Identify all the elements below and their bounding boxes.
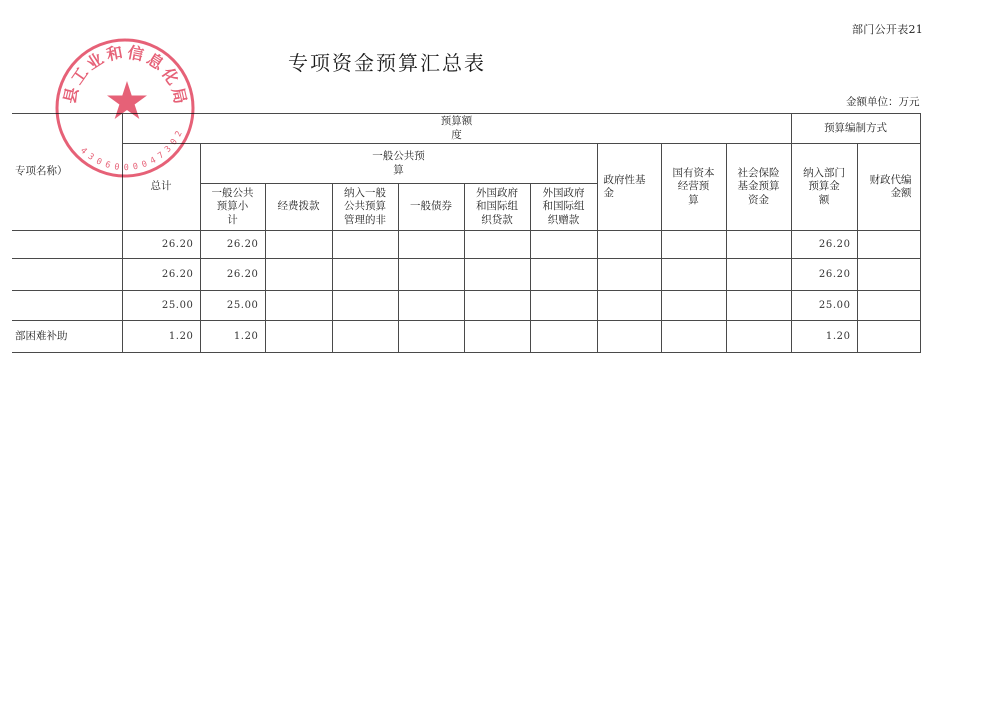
budget-summary-table <box>12 113 921 353</box>
header-gov-fund: 政府性基 金 <box>597 144 661 231</box>
cell-name <box>12 291 122 321</box>
cell-fiscal-compiled <box>857 321 920 353</box>
cell-fiscal-compiled <box>857 291 920 321</box>
header-project-name: 专项名称） <box>12 114 122 231</box>
cell-state-capital <box>661 259 726 291</box>
cell-general-bonds <box>398 321 464 353</box>
amount-unit: 金额单位：万元 <box>846 96 920 108</box>
cell-state-capital <box>661 231 726 259</box>
table-row <box>12 321 920 353</box>
header-dept-budget: 纳入部门 预算金 额 <box>791 144 857 231</box>
stamp-code-text: 4306000047302 <box>77 129 185 174</box>
cell-funding <box>265 259 332 291</box>
cell-name <box>12 259 122 291</box>
cell-state-capital <box>661 321 726 353</box>
cell-gov-fund <box>597 259 661 291</box>
cell-general-bonds <box>398 231 464 259</box>
cell-foreign-grants <box>530 231 597 259</box>
cell-non-tax <box>332 231 398 259</box>
cell-dept-budget: 26.20 <box>791 231 857 259</box>
stamp-arc-text: 县工业和信息化局 <box>59 42 191 106</box>
header-general-bonds: 一般债券 <box>398 184 464 231</box>
header-fiscal-compiled: 财政代编 金额 <box>857 144 920 231</box>
header-non-tax: 纳入一般 公共预算 管理的非 <box>332 184 398 231</box>
cell-foreign-grants <box>530 291 597 321</box>
cell-funding <box>265 231 332 259</box>
header-foreign-grants: 外国政府 和国际组 织赠款 <box>530 184 597 231</box>
header-compile-method: 预算编制方式 <box>791 114 920 144</box>
cell-general-bonds <box>398 259 464 291</box>
cell-social-insurance <box>726 259 791 291</box>
cell-non-tax <box>332 291 398 321</box>
cell-gp-subtotal: 1.20 <box>200 321 265 353</box>
cell-social-insurance <box>726 321 791 353</box>
cell-dept-budget: 25.00 <box>791 291 857 321</box>
cell-gp-subtotal: 25.00 <box>200 291 265 321</box>
cell-gov-fund <box>597 321 661 353</box>
cell-name <box>12 231 122 259</box>
cell-foreign-loans <box>464 231 530 259</box>
header-social-insurance: 社会保险 基金预算 资金 <box>726 144 791 231</box>
cell-total: 26.20 <box>122 231 200 259</box>
cell-foreign-grants <box>530 259 597 291</box>
cell-fiscal-compiled <box>857 259 920 291</box>
header-row-2 <box>12 144 920 184</box>
header-general-public-budget: 一般公共预 算 <box>200 144 597 184</box>
cell-total: 1.20 <box>122 321 200 353</box>
cell-non-tax <box>332 321 398 353</box>
cell-total: 25.00 <box>122 291 200 321</box>
cell-funding <box>265 321 332 353</box>
cell-fiscal-compiled <box>857 231 920 259</box>
header-budget-amount: 预算额 度 <box>122 114 791 144</box>
cell-gov-fund <box>597 291 661 321</box>
cell-social-insurance <box>726 291 791 321</box>
table-row <box>12 259 920 291</box>
cell-gp-subtotal: 26.20 <box>200 231 265 259</box>
cell-social-insurance <box>726 231 791 259</box>
page-title: 专项资金预算汇总表 <box>288 51 486 75</box>
header-foreign-loans: 外国政府 和国际组 织贷款 <box>464 184 530 231</box>
cell-foreign-loans <box>464 291 530 321</box>
header-gp-subtotal: 一般公共 预算小 计 <box>200 184 265 231</box>
cell-gp-subtotal: 26.20 <box>200 259 265 291</box>
cell-state-capital <box>661 291 726 321</box>
header-state-capital: 国有资本 经营预 算 <box>661 144 726 231</box>
cell-foreign-loans <box>464 321 530 353</box>
cell-foreign-loans <box>464 259 530 291</box>
cell-name: 部困难补助 <box>12 321 122 353</box>
table-row <box>12 231 920 259</box>
cell-dept-budget: 26.20 <box>791 259 857 291</box>
cell-funding <box>265 291 332 321</box>
cell-dept-budget: 1.20 <box>791 321 857 353</box>
header-row-1 <box>12 114 920 144</box>
cell-gov-fund <box>597 231 661 259</box>
cell-foreign-grants <box>530 321 597 353</box>
header-funding: 经费拨款 <box>265 184 332 231</box>
cell-non-tax <box>332 259 398 291</box>
table-row <box>12 291 920 321</box>
header-total: 总计 <box>122 144 200 231</box>
cell-general-bonds <box>398 291 464 321</box>
cell-total: 26.20 <box>122 259 200 291</box>
form-number: 部门公开表21 <box>852 23 924 36</box>
